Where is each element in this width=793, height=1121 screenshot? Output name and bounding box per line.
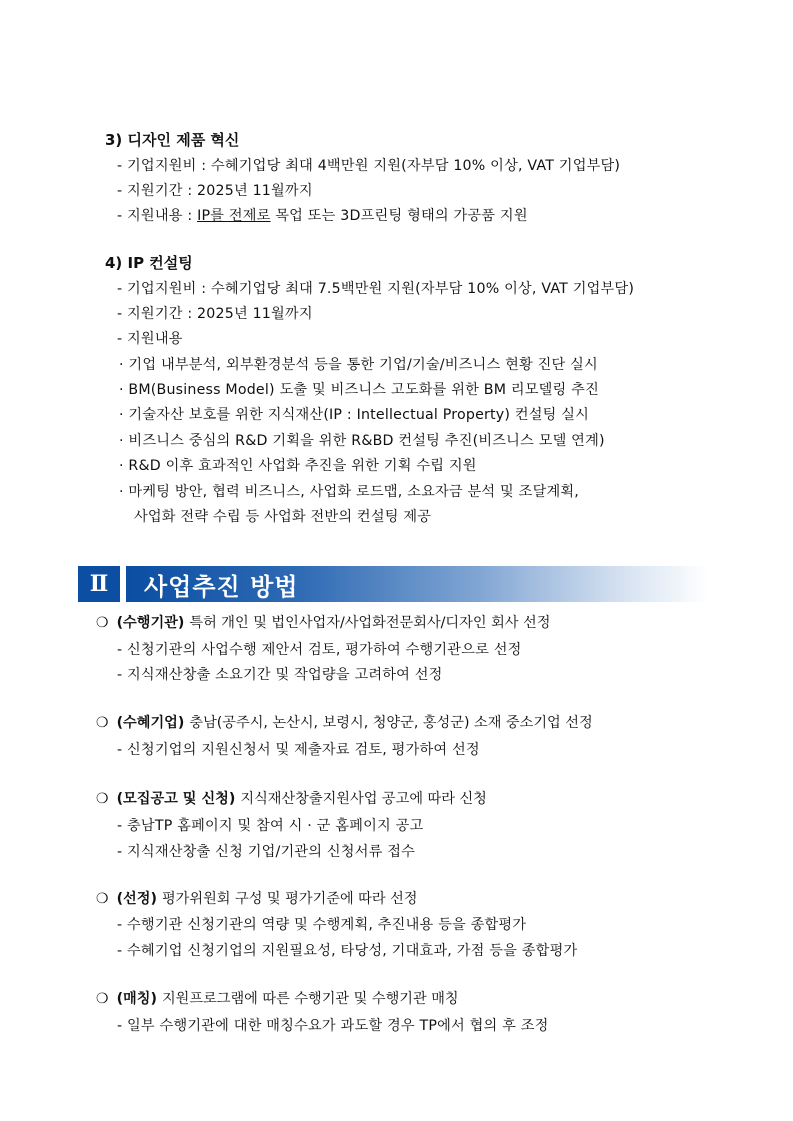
item-head: (모집공고 및 신청): [116, 791, 236, 807]
item-beneficiary-sub-1: - 신청기업의 지원신청서 및 제출자료 검토, 평가하여 선정: [117, 742, 480, 758]
sec3-line-content: [117, 207, 528, 225]
item-head: (수혜기업): [116, 715, 185, 731]
circle-bullet-icon: ❍: [96, 615, 109, 631]
section-2-banner: [78, 566, 708, 602]
sec4-detail-6-cont: 사업화 전략 수립 등 사업화 전반의 컨설팅 제공: [134, 509, 432, 525]
circle-bullet-icon: ❍: [96, 991, 109, 1007]
circle-bullet-icon: ❍: [96, 715, 109, 731]
sec3-content-prefix: - 지원내용 :: [117, 208, 198, 224]
item-text: 특허 개인 및 법인사업자/사업화전문회사/디자인 회사 선정: [189, 615, 551, 631]
circle-bullet-icon: ❍: [96, 791, 109, 807]
sec4-detail-1: · 기업 내부분석, 외부환경분석 등을 통한 기업/기술/비즈니스 현황 진단 실시: [119, 357, 598, 373]
item-head: (매칭): [116, 991, 157, 1007]
item-performer-sub-2: - 지식재산창출 소요기간 및 작업량을 고려하여 선정: [117, 667, 443, 683]
item-matching: [96, 990, 459, 1008]
sec4-detail-2: · BM(Business Model) 도출 및 비즈니스 고도화를 위한 BM 리모델링 추진: [119, 382, 599, 398]
item-recruitment: [96, 790, 487, 808]
sec3-content-suffix: 목업 또는 3D프린팅 형태의 가공품 지원: [270, 208, 528, 224]
item-beneficiary: [96, 714, 593, 732]
sec4-line-budget: - 기업지원비 : 수혜기업당 최대 7.5백만원 지원(자부담 10% 이상, VAT 기업부담): [117, 281, 635, 297]
item-text: 지원프로그램에 따른 수행기관 및 수행기관 매칭: [161, 991, 459, 1007]
sec3-line-period: - 지원기간 : 2025년 11월까지: [117, 183, 313, 199]
item-text: 평가위원회 구성 및 평가기준에 따라 선정: [161, 891, 418, 907]
sec4-detail-5: · R&D 이후 효과적인 사업화 추진을 위한 기획 수립 지원: [119, 458, 477, 474]
circle-bullet-icon: ❍: [96, 891, 109, 907]
section-2-title: 사업추진 방법: [144, 572, 299, 601]
section-2-number: Ⅱ: [78, 566, 120, 602]
item-performer: [96, 614, 550, 632]
item-recruitment-sub-1: - 충남TP 홈페이지 및 참여 시 · 군 홈페이지 공고: [117, 818, 424, 834]
sec3-line-budget: - 기업지원비 : 수혜기업당 최대 4백만원 지원(자부담 10% 이상, VAT 기업부담): [117, 158, 621, 174]
item-recruitment-sub-2: - 지식재산창출 신청 기업/기관의 신청서류 접수: [117, 844, 416, 860]
section-2-title-bar: [126, 566, 708, 602]
item-text: 충남(공주시, 논산시, 보령시, 청양군, 홍성군) 소재 중소기업 선정: [189, 715, 593, 731]
item-matching-sub-1: - 일부 수행기관에 대한 매칭수요가 과도할 경우 TP에서 협의 후 조정: [117, 1018, 549, 1034]
section-3-heading: 3) 디자인 제품 혁신: [105, 131, 240, 149]
sec4-line-period: - 지원기간 : 2025년 11월까지: [117, 306, 313, 322]
item-selection-sub-1: - 수행기관 신청기관의 역량 및 수행계획, 추진내용 등을 종합평가: [117, 917, 527, 933]
item-text: 지식재산창출지원사업 공고에 따라 신청: [240, 791, 487, 807]
item-head: (수행기관): [116, 615, 185, 631]
sec3-content-underlined: IP를 전제로: [197, 208, 271, 224]
item-performer-sub-1: - 신청기관의 사업수행 제안서 검토, 평가하여 수행기관으로 선정: [117, 642, 522, 658]
sec4-detail-4: · 비즈니스 중심의 R&D 기획을 위한 R&BD 컨설팅 추진(비즈니스 모델 연계): [119, 433, 605, 449]
sec4-detail-6: · 마케팅 방안, 협력 비즈니스, 사업화 로드맵, 소요자금 분석 및 조달계획,: [119, 484, 579, 500]
sec4-detail-3: · 기술자산 보호를 위한 지식재산(IP : Intellectual Property) 컨설팅 실시: [119, 407, 590, 423]
item-selection: [96, 890, 418, 908]
item-head: (선정): [116, 891, 157, 907]
sec4-line-content-label: - 지원내용: [117, 331, 183, 347]
item-selection-sub-2: - 수혜기업 신청기업의 지원필요성, 타당성, 기대효과, 가점 등을 종합평가: [117, 943, 578, 959]
section-4-heading: 4) IP 컨설팅: [105, 254, 193, 272]
